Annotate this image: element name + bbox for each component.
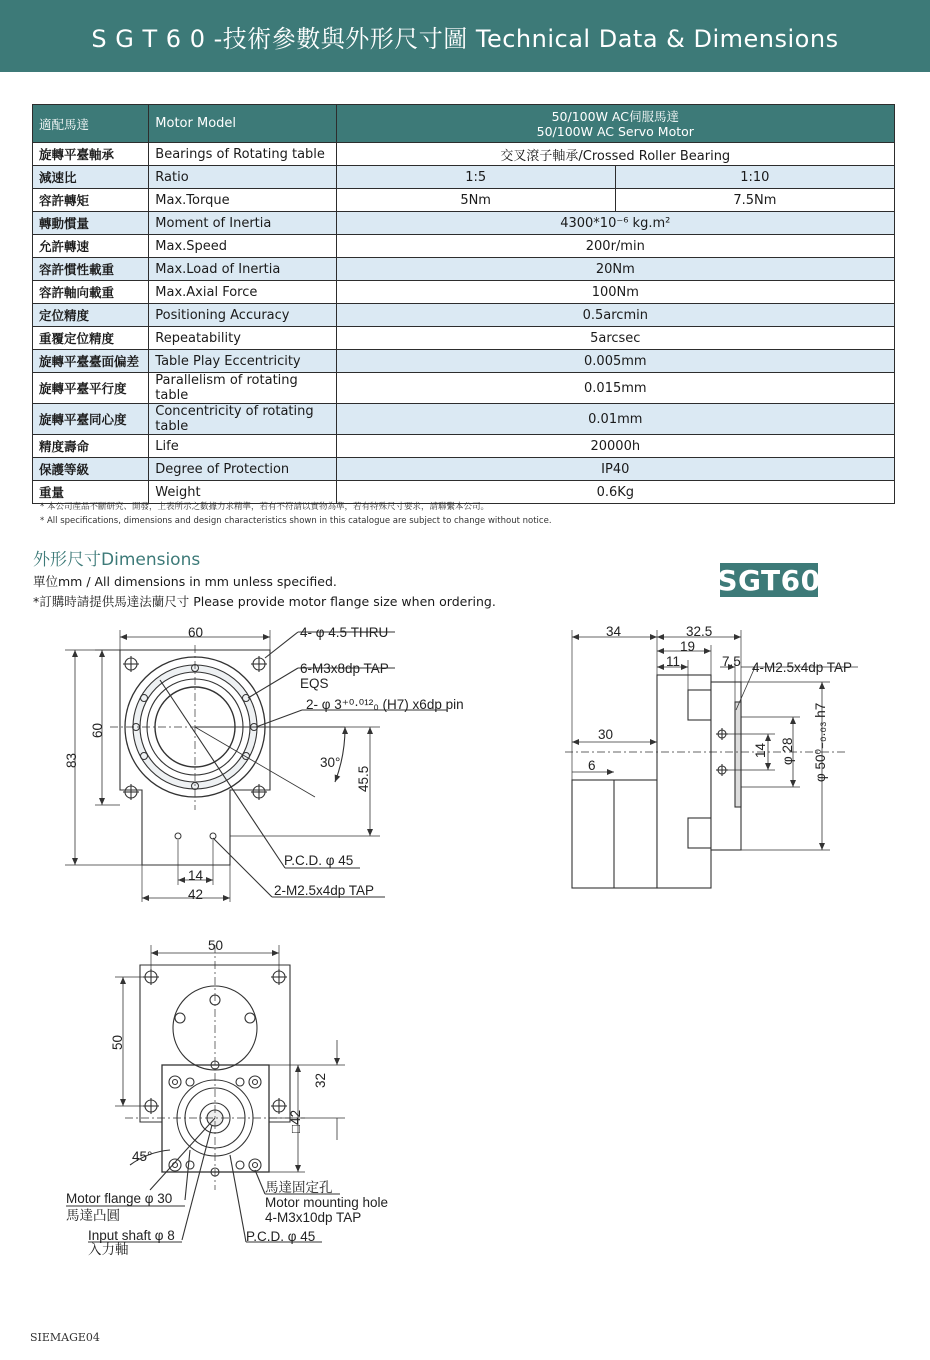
- order-note: *訂購時請提供馬達法蘭尺寸 Please provide motor flange size when ordering.: [33, 594, 496, 609]
- row-value: 0.01mm: [336, 404, 894, 435]
- row-value: 20Nm: [336, 258, 894, 281]
- row-label-zh: 容許轉矩: [33, 189, 149, 212]
- table-row: [33, 189, 895, 212]
- spec-table: [32, 104, 895, 504]
- row-value: 100Nm: [336, 281, 894, 304]
- table-row: [33, 212, 895, 235]
- table-row: [33, 404, 895, 435]
- row-value: 5arcsec: [336, 327, 894, 350]
- row-label-zh: 減速比: [33, 166, 149, 189]
- dimension-drawings: [0, 610, 930, 1270]
- table-row: [33, 281, 895, 304]
- row-label-zh: 旋轉平臺軸承: [33, 143, 149, 166]
- row-label-zh: 重覆定位精度: [33, 327, 149, 350]
- dim-14-side: 14: [753, 742, 768, 758]
- row-label-en: Moment of Inertia: [149, 212, 336, 235]
- row-label-zh: 旋轉平臺同心度: [33, 404, 149, 435]
- table-header-row: [33, 105, 895, 143]
- row-label-en: Max.Torque: [149, 189, 336, 212]
- row-value: 200r/min: [336, 235, 894, 258]
- dim-50-side: 50: [110, 1034, 125, 1050]
- table-row: [33, 166, 895, 189]
- row-value: 20000h: [336, 435, 894, 458]
- table-row: [33, 350, 895, 373]
- row-label-en: Parallelism of rotating table: [149, 373, 336, 404]
- header-label-zh: 適配馬達: [33, 105, 149, 143]
- unit-note: 單位mm / All dimensions in mm unless specified.: [33, 574, 337, 589]
- row-value: 4300*10⁻⁶ kg.m²: [336, 212, 894, 235]
- note-zh: * 本公司產品不斷研究、開發，上表所示之數據力求精準，若有不符請以實物為準，若有特殊尺寸要求，請聯繫本公司。: [40, 502, 489, 512]
- row-label-en: Life: [149, 435, 336, 458]
- row-value: 5Nm: [336, 189, 615, 212]
- label-hole-en: Motor mounting hole: [265, 1195, 389, 1210]
- row-label-zh: 允許轉速: [33, 235, 149, 258]
- row-label-en: Concentricity of rotating table: [149, 404, 336, 435]
- table-row: [33, 327, 895, 350]
- label-30deg: 30°: [320, 755, 341, 770]
- label-shaft-en: Input shaft φ 8: [88, 1228, 175, 1243]
- front-view: [65, 630, 447, 902]
- header-value: [336, 105, 894, 143]
- row-label-zh: 保護等級: [33, 458, 149, 481]
- model-badge: SGT60: [717, 563, 821, 597]
- row-label-en: Max.Load of Inertia: [149, 258, 336, 281]
- row-label-zh: 轉動慣量: [33, 212, 149, 235]
- row-label-en: Repeatability: [149, 327, 336, 350]
- header-value-line1: 50/100W AC伺服馬達: [551, 108, 679, 124]
- row-label-zh: 容許慣性載重: [33, 258, 149, 281]
- dim-phi28: φ 28: [780, 737, 795, 765]
- label-shaft-zh: 入力軸: [88, 1242, 129, 1257]
- table-row: [33, 235, 895, 258]
- page-title: S G T 6 0 -技術參數與外形尺寸圖 Technical Data & Dimensions: [0, 0, 930, 72]
- label-flange-en: Motor flange φ 30: [66, 1191, 173, 1206]
- row-value: 0.015mm: [336, 373, 894, 404]
- row-label-zh: 定位精度: [33, 304, 149, 327]
- dim-19: 19: [680, 639, 696, 654]
- dim-60-side: 60: [90, 722, 105, 738]
- row-value: 7.5Nm: [615, 189, 894, 212]
- dim-50-top: 50: [208, 938, 224, 953]
- row-label-en: Bearings of Rotating table: [149, 143, 336, 166]
- row-label-en: Table Play Eccentricity: [149, 350, 336, 373]
- label-45deg: 45°: [132, 1149, 153, 1164]
- label-tap6: 6-M3x8dp TAP: [300, 661, 389, 676]
- header-value-line2: 50/100W AC Servo Motor: [536, 123, 694, 139]
- row-label-en: Positioning Accuracy: [149, 304, 336, 327]
- dim-7-5: 7.5: [722, 654, 741, 669]
- header-label-en: Motor Model: [149, 105, 336, 143]
- dim-32-5: 32.5: [686, 624, 713, 639]
- row-value: IP40: [336, 458, 894, 481]
- dim-83: 83: [64, 752, 79, 768]
- row-label-zh: 旋轉平臺臺面偏差: [33, 350, 149, 373]
- label-hole-zh: 馬達固定孔: [265, 1180, 333, 1195]
- table-row: [33, 304, 895, 327]
- label-pcd: P.C.D. φ 45: [284, 853, 354, 868]
- row-label-zh: 重量: [33, 481, 149, 504]
- dim-11: 11: [666, 654, 681, 669]
- dim-phi50: φ 50⁰₋₀.₀₃ h7: [813, 702, 828, 782]
- dimensions-title: 外形尺寸Dimensions: [33, 550, 201, 570]
- row-value: 0.6Kg: [336, 481, 894, 504]
- label-flange-zh: 馬達凸圓: [66, 1208, 120, 1223]
- table-row: [33, 258, 895, 281]
- label-tap2: 2-M2.5x4dp TAP: [274, 883, 375, 898]
- note-en: * All specifications, dimensions and design characteristics shown in this catalogue are subject to change without notice.: [40, 516, 552, 526]
- row-label-zh: 精度壽命: [33, 435, 149, 458]
- label-pin: 2- φ 3⁺⁰·⁰¹²₀ (H7) x6dp pin: [306, 697, 464, 712]
- dim-45-5: 45.5: [356, 765, 371, 792]
- row-value: 1:10: [615, 166, 894, 189]
- label-hole-tap: 4-M3x10dp TAP: [265, 1210, 362, 1225]
- row-value: 0.005mm: [336, 350, 894, 373]
- dim-42: 42: [188, 887, 204, 902]
- row-label-en: Max.Axial Force: [149, 281, 336, 304]
- dim-30: 30: [598, 727, 614, 742]
- row-label-zh: 旋轉平臺平行度: [33, 373, 149, 404]
- table-row: [33, 373, 895, 404]
- label-tap4: 4-M2.5x4dp TAP: [752, 660, 853, 675]
- label-thru: 4- φ 4.5 THRU: [300, 625, 389, 640]
- label-pcd-bottom: P.C.D. φ 45: [246, 1229, 316, 1244]
- dim-sq42: □42: [288, 1109, 303, 1133]
- dim-6: 6: [588, 758, 596, 773]
- row-label-en: Weight: [149, 481, 336, 504]
- dim-32: 32: [313, 1072, 328, 1088]
- table-row: [33, 435, 895, 458]
- dim-34: 34: [606, 624, 622, 639]
- notes: [40, 500, 552, 528]
- row-label-en: Ratio: [149, 166, 336, 189]
- row-value: 交叉滾子軸承/Crossed Roller Bearing: [336, 143, 894, 166]
- label-eqs: EQS: [300, 676, 329, 691]
- row-label-en: Degree of Protection: [149, 458, 336, 481]
- row-label-en: Max.Speed: [149, 235, 336, 258]
- table-row: [33, 143, 895, 166]
- row-value: 0.5arcmin: [336, 304, 894, 327]
- row-value: 1:5: [336, 166, 615, 189]
- footer-code: SIEMAGE04: [30, 1331, 100, 1344]
- dim-60-top: 60: [188, 625, 204, 640]
- dim-14: 14: [188, 868, 204, 883]
- row-label-zh: 容許軸向載重: [33, 281, 149, 304]
- table-row: [33, 458, 895, 481]
